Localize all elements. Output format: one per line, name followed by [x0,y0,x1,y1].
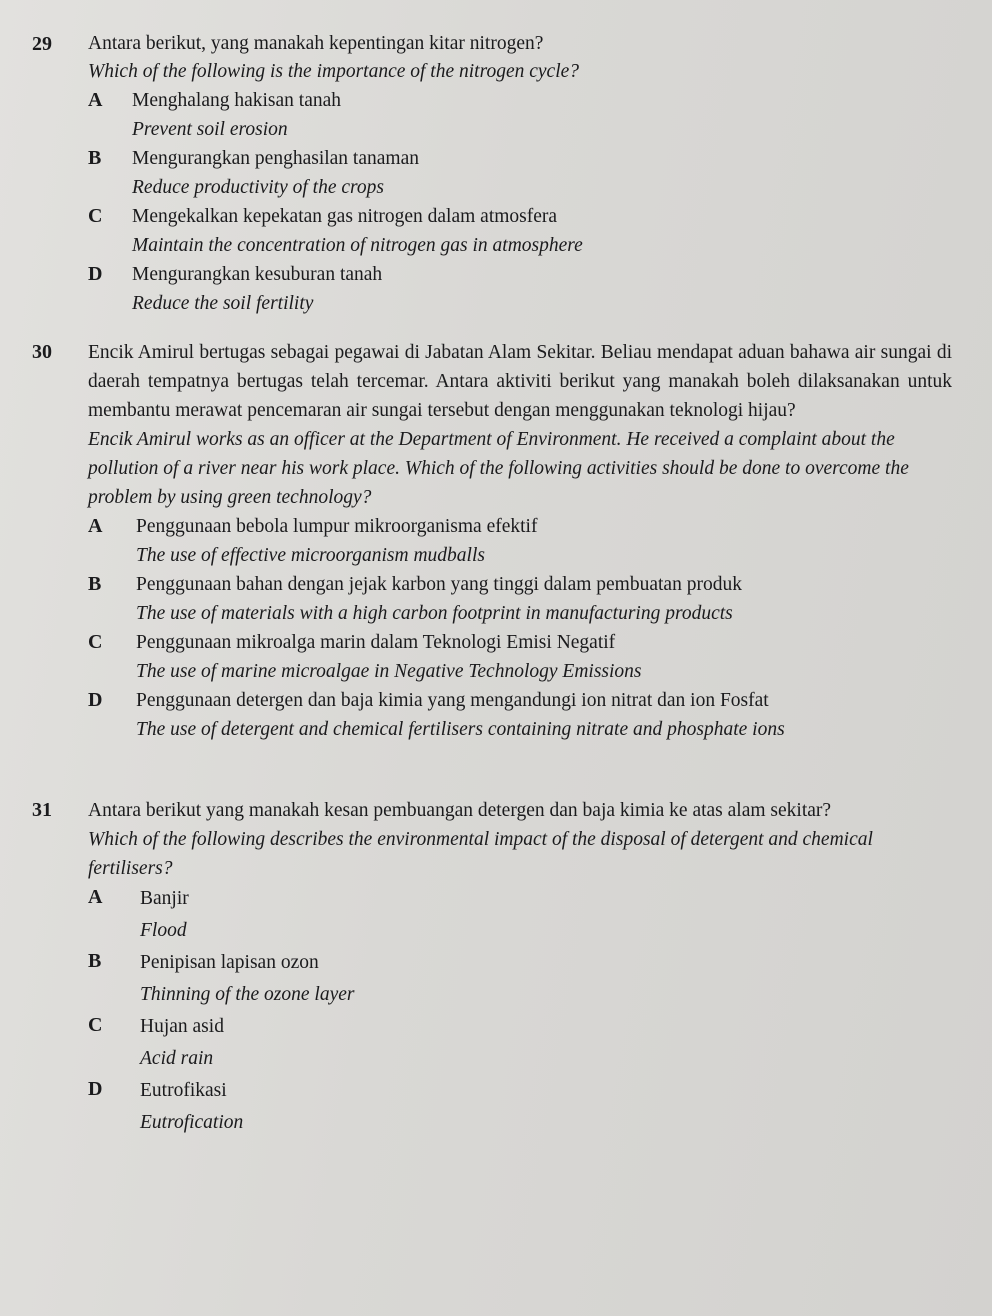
option-c [88,1011,952,1075]
option-letter: D [88,1078,103,1100]
option-letter: A [88,886,103,908]
option-letter: A [88,89,103,111]
option-text-en: Prevent soil erosion [132,119,288,140]
option-text-ms: Penggunaan bebola lumpur mikroorganisma efektif [136,516,538,537]
option-c [88,202,952,260]
option-text-ms: Eutrofikasi [140,1080,227,1101]
option-text-en: Flood [140,920,187,941]
question-stem-en: Which of the following describes the environmental impact of the disposal of detergent and chemical fertilisers? [88,829,873,879]
option-b [88,144,952,202]
option-text-ms: Mengurangkan kesuburan tanah [132,264,383,285]
option-letter: A [88,515,103,537]
option-text-en: Eutrofication [140,1112,244,1133]
option-text-en: Acid rain [140,1048,214,1069]
option-list [88,883,952,1139]
question-stem-en: Encik Amirul works as an officer at the Department of Environment. He received a complaint about the pollution of a river near his work place. Which of the following activities should be done to overcome the problem by using green technology? [88,429,909,508]
option-letter: B [88,950,102,972]
question-number: 30 [32,341,52,363]
question-stem-ms: Antara berikut, yang manakah kepentingan kitar nitrogen? [88,33,544,54]
question-stem-ms: Antara berikut yang manakah kesan pembuangan detergen dan baja kimia ke atas alam sekitar? [88,800,832,821]
question-number: 31 [32,799,52,821]
question-body [88,338,952,744]
option-text-en: Reduce productivity of the crops [132,177,384,198]
option-text-en: The use of marine microalgae in Negative Technology Emissions [136,661,642,682]
option-text-en: The use of materials with a high carbon footprint in manufacturing products [136,603,733,624]
option-list [88,86,952,318]
option-a [88,86,952,144]
option-d [88,686,952,744]
option-text-ms: Penggunaan bahan dengan jejak karbon yang tinggi dalam pembuatan produk [136,574,742,595]
option-c [88,628,952,686]
question-31 [32,796,952,1139]
option-a [88,512,952,570]
option-letter: C [88,631,103,653]
question-stem-ms: Encik Amirul bertugas sebagai pegawai di Jabatan Alam Sekitar. Beliau mendapat aduan bahawa air sungai di daerah tempatnya bertugas telah tercemar. Antara aktiviti berikut yang manakah boleh dilaksanakan untuk membantu merawat pencemaran air sungai tersebut dengan menggunakan teknologi hijau? [88,342,952,421]
question-30 [32,338,952,744]
option-text-ms: Hujan asid [140,1016,224,1037]
option-text-en: Thinning of the ozone layer [140,984,355,1005]
option-a [88,883,952,947]
option-letter: D [88,263,103,285]
option-b [88,570,952,628]
option-text-ms: Penipisan lapisan ozon [140,952,319,973]
option-b [88,947,952,1011]
option-text-ms: Menghalang hakisan tanah [132,90,342,111]
option-text-ms: Penggunaan mikroalga marin dalam Teknologi Emisi Negatif [136,632,616,653]
option-text-en: Maintain the concentration of nitrogen gas in atmosphere [132,235,583,256]
option-letter: B [88,147,102,169]
option-d [88,260,952,318]
option-d [88,1075,952,1139]
question-29 [32,30,952,318]
option-text-en: The use of detergent and chemical fertilisers containing nitrate and phosphate ions [136,719,785,740]
option-letter: D [88,689,103,711]
option-letter: B [88,573,102,595]
option-text-en: Reduce the soil fertility [132,293,314,314]
option-letter: C [88,1014,103,1036]
option-text-en: The use of effective microorganism mudballs [136,545,485,566]
question-body [88,30,952,318]
option-list [88,512,952,744]
question-number: 29 [32,33,52,55]
option-text-ms: Mengekalkan kepekatan gas nitrogen dalam atmosfera [132,206,558,227]
option-letter: C [88,205,103,227]
question-body [88,796,952,1139]
option-text-ms: Banjir [140,888,189,909]
option-text-ms: Mengurangkan penghasilan tanaman [132,148,419,169]
option-text-ms: Penggunaan detergen dan baja kimia yang mengandungi ion nitrat dan ion Fosfat [136,690,769,711]
question-stem-en: Which of the following is the importance of the nitrogen cycle? [88,61,580,82]
